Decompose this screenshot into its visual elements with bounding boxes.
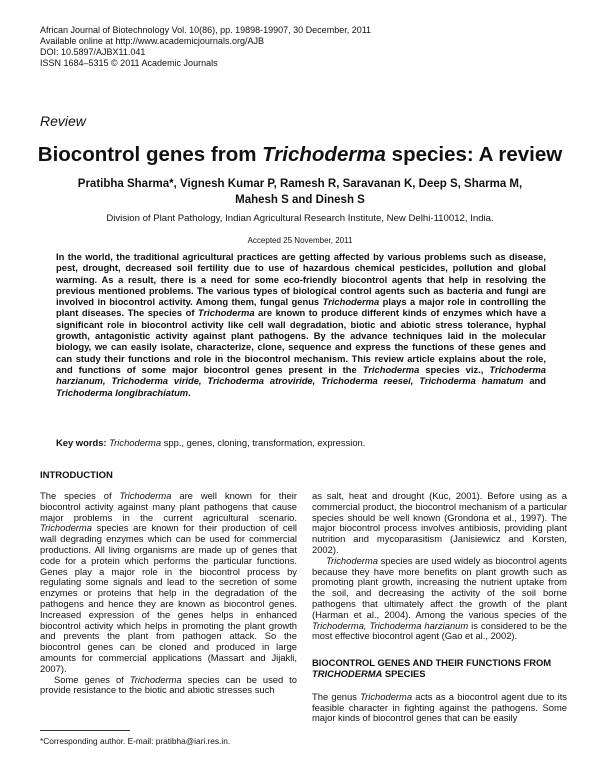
heading-text: BIOCONTROL GENES AND THEIR FUNCTIONS FROM: [312, 657, 552, 669]
left-column: [40, 491, 297, 696]
text: species are known for their production of cell wall degrading enzymes which can be used for commercial productions. All living organisms are made up of genes that code for a protein which performs the particular functions. Genes play a major role in the biocontrol process by regulating some signals and lead to the secretion of some enzymes or proteins that help in the degradation of the pathogens and hence they are known as biocontrol genes. Increased expression of the genes helps in enhanced biocontrol activity which helps in promoting the plant growth and prevents the plant from pathogen attack. So the biocontrol genes can be cloned and produced in large amounts for commercial applications (Massart and Jijakli, 2007).: [40, 522, 297, 674]
issn: ISSN 1684–5315 © 2011 Academic Journals: [40, 58, 218, 68]
title-part: Biocontrol genes from: [37, 143, 263, 166]
abstract-text: plays a major role in controlling the plant diseases. The species of: [56, 296, 546, 319]
authors: [70, 176, 530, 208]
intro-paragraph-2: [40, 675, 297, 697]
abstract-text: .: [188, 386, 191, 398]
text-italic: Trichoderma: [119, 490, 172, 501]
paper-title: [0, 143, 600, 167]
footnote-rule: [40, 730, 130, 731]
keywords-label: Key words:: [56, 437, 107, 448]
abstract-text: are known to produce different kinds of enzymes which have a significant role in biocontrol activity like cell wall degradation, biotic and abiotic stress tolerance, hyphal growth, antagonistic activity against plant pathogens. By the advance techniques laid in the molecular biology, we can easily isolate, characterize, clone, sequence and express the functions of these genes and can study their functions and role in the biocontrol mechanism. This review article explains about the role, and functions of some major biocontrol genes present in the: [56, 307, 546, 375]
article-type: Review: [40, 113, 86, 129]
abstract-italic: Trichoderma longibrachiatum: [56, 386, 189, 398]
text: species are used widely as biocontrol agents because they have more benefits on plant growth such as promoting plant growth, increasing the nutrient uptake from the soil, and decreasing the activity of the soil borne pathogens that ultimately affect the growth of the plant (Harman et al., 2004). Among the various species of the: [312, 554, 567, 620]
keywords-text: spp., genes, cloning, transformation, expression.: [161, 437, 366, 448]
text-italic: Trichoderma: [360, 690, 413, 702]
keywords: [56, 437, 556, 448]
abstract-text: species viz.,: [419, 363, 490, 375]
abstract-italic: Trichoderma: [362, 363, 420, 375]
title-italic: Trichoderma: [262, 143, 386, 166]
intro-paragraph-1: [40, 491, 297, 675]
intro-heading: INTRODUCTION: [40, 470, 113, 481]
text: are well known for their biocontrol activity against many plant pathogens that cause major problems in the current agricultural scenario.: [40, 490, 297, 523]
right-column: [312, 491, 567, 724]
text: species can be used to provide resistance to the biotic and abiotic stresses such: [40, 673, 297, 696]
heading-text: SPECIES: [382, 667, 426, 679]
right-paragraph-1: as salt, heat and drought (Kuc, 2001). Before using as a commercial product, the biocontrol mechanism of a particular species should be well known (Grondona et al., 1997). The major biocontrol process involves antibiosis, providing plant nutrition and mycoparasitism (Janisiewicz and Korsten, 2002).: [312, 490, 567, 555]
abstract: [56, 251, 546, 398]
abstract-italic: Trichoderma harzianum, Trichoderma viride, Trichoderma atroviride, Trichoderma reesei, Trichoderma hamatum: [56, 363, 546, 387]
doi: DOI: 10.5897/AJBX11.041: [40, 47, 146, 57]
text-italic: Trichoderma: [129, 673, 182, 685]
affiliation: Division of Plant Pathology, Indian Agricultural Research Institute, New Delhi-110012, India.: [106, 213, 494, 224]
section-heading: [312, 658, 567, 680]
authors-line: Pratibha Sharma*, Vignesh Kumar P, Ramesh R, Saravanan K, Deep S, Sharma M,: [77, 178, 523, 190]
journal-header: [40, 25, 371, 69]
text-italic: Trichoderma: [40, 522, 92, 534]
footnote: *Corresponding author. E-mail: pratibha@iari.res.in.: [40, 736, 231, 746]
text-italic: Trichoderma: [326, 554, 378, 566]
heading-italic: TRICHODERMA: [312, 667, 383, 679]
text: is considered to be the most effective biocontrol agent (Gao et al., 2002).: [312, 619, 567, 642]
text-italic: Trichoderma, Trichoderma harzianum: [312, 619, 469, 631]
right-paragraph-2: [312, 556, 567, 642]
text: acts as a biocontrol agent due to its feasible character in fighting against the pathogens. Some major kinds of biocontrol genes that can be easily: [312, 690, 567, 724]
text: The genus: [312, 690, 361, 702]
title-part: species: A review: [385, 143, 563, 166]
abstract-text: In the world, the traditional agricultural practices are getting affected by various problems such as disease, pest, drought, decreased soil fertility due to use of hazardous chemical pesticides, pollution and global warming. As a result, there is a need for some eco-friendly biocontrol agents that help in resolving the previous mentioned problems. The various types of biological control agents such as bacteria and fungi are involved in biocontrol activity. Among them, fungal genus: [56, 251, 546, 308]
abstract-text: and: [523, 375, 546, 387]
journal-url: Available online at http://www.academicjournals.org/AJB: [40, 36, 264, 46]
authors-line: Mahesh S and Dinesh S: [235, 194, 365, 206]
abstract-italic: Trichoderma: [322, 296, 380, 308]
abstract-italic: Trichoderma: [197, 307, 255, 319]
right-paragraph-3: [312, 692, 567, 724]
keywords-italic: Trichoderma: [109, 437, 162, 448]
accepted-date: Accepted 25 November, 2011: [247, 236, 353, 245]
text: The species of: [40, 490, 120, 501]
journal-citation: African Journal of Biotechnology Vol. 10(86), pp. 19898-19907, 30 December, 2011: [40, 25, 372, 35]
text: Some genes of: [54, 673, 130, 685]
